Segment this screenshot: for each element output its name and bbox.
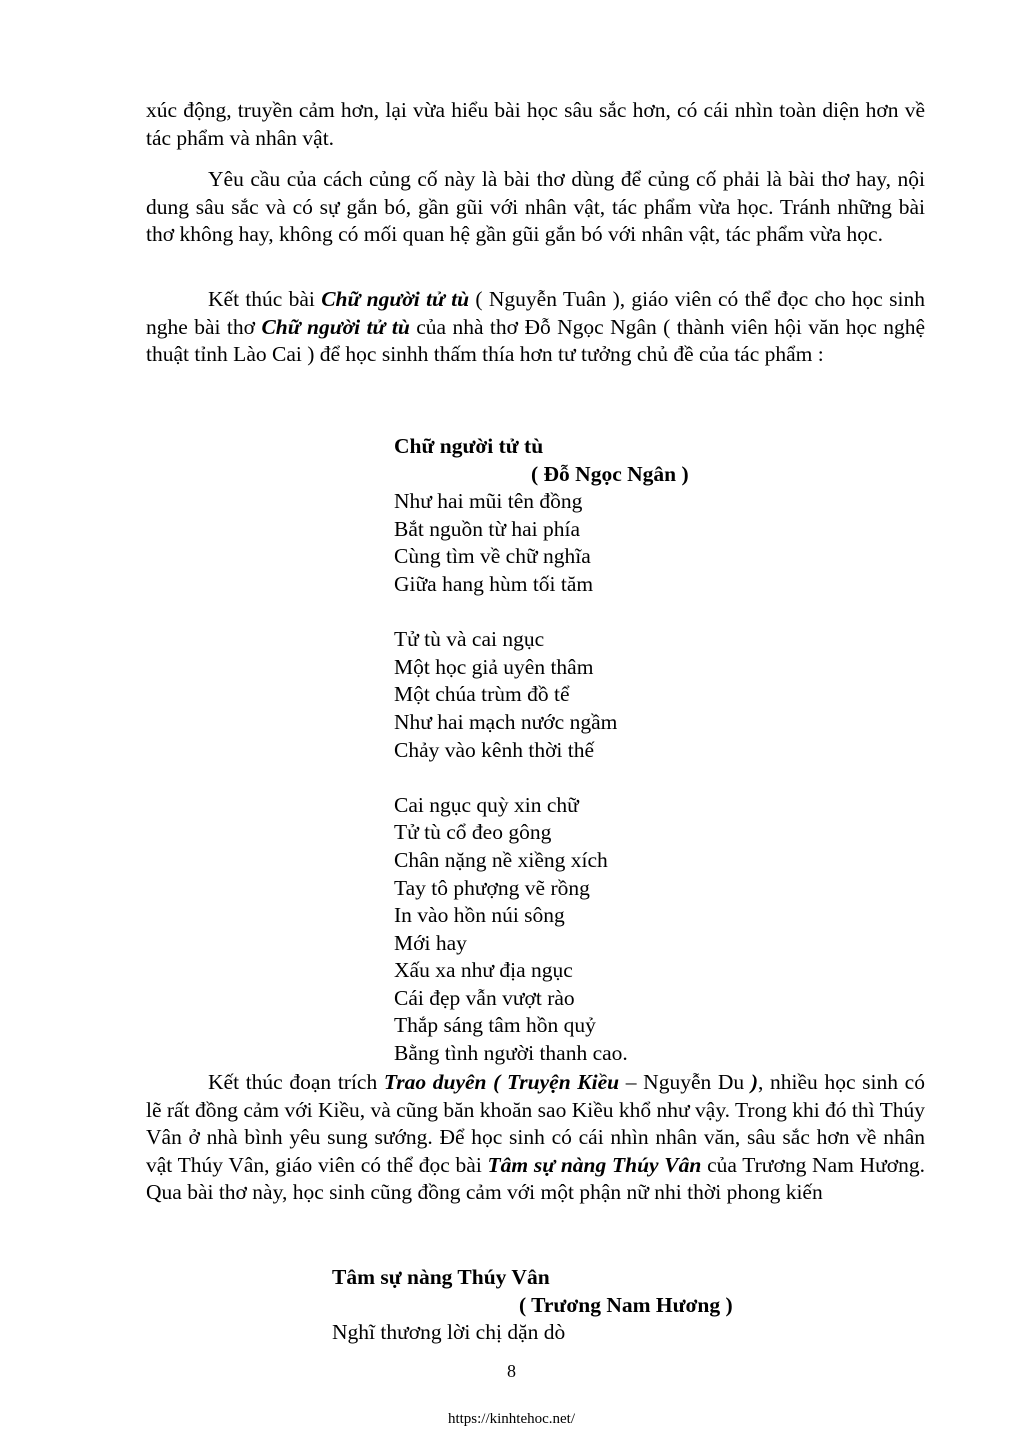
poem-line: Một chúa trùm đồ tể — [394, 682, 570, 707]
poem-line: Như hai mạch nước ngầm — [394, 709, 618, 734]
poem-line: Chảy vào kênh thời thế — [394, 737, 595, 762]
work-title-tam-su-nang-thuy-van: Tâm sự nàng Thúy Vân — [487, 1152, 702, 1177]
work-title-chu-nguoi-tu-tu: Chữ người tử tù — [321, 287, 470, 311]
poem-stanza-3 — [394, 792, 689, 1068]
poem-line: Cái đẹp vẫn vượt rào — [394, 985, 575, 1010]
poem-line: Tử tù và cai ngục — [394, 627, 545, 652]
paragraph-2 — [146, 166, 925, 249]
paragraph-3-text-a: Kết thúc bài — [208, 287, 322, 311]
paragraph-4 — [146, 1069, 925, 1207]
paragraph-1 — [146, 97, 925, 152]
poem-line: Xấu xa như địa ngục — [394, 958, 573, 983]
poem-title: Chữ người tử tù — [394, 434, 544, 458]
poem-author: ( Trương Nam Hương ) — [519, 1292, 733, 1317]
poem-line: In vào hồn núi sông — [394, 903, 565, 928]
work-title-trao-duyen: Trao duyên ( Truyện Kiều — [383, 1070, 620, 1094]
paragraph-4-text-c: – Nguyễn Du — [619, 1070, 751, 1094]
paragraph-4-text-a: Kết thúc đoạn trích — [208, 1070, 384, 1094]
paragraph-4-text-g: của Trương Nam Hương. Qua bài thơ này, học sinh cũng đồng cảm với một phận nữ nhi thời phong kiến — [146, 1152, 925, 1204]
poem-line: Nghĩ thương lời chị dặn dò — [332, 1320, 566, 1345]
stanza-gap — [394, 764, 689, 792]
poem-stanza-1 — [394, 488, 689, 598]
footer-url[interactable]: https://kinhtehoc.net/ — [447, 1411, 576, 1427]
poem-line: Tử tù cổ đeo gông — [394, 820, 552, 845]
poem-line: Cai ngục quỳ xin chữ — [394, 792, 579, 817]
poem-line: Thắp sáng tâm hồn quỷ — [394, 1013, 596, 1038]
page-number: 8 — [507, 1361, 516, 1381]
poem-stanza-2 — [394, 626, 689, 764]
poem-line: Giữa hang hùm tối tăm — [394, 571, 594, 596]
paragraph-3-text-c: ( Nguyễn Tuân ), giáo viên có thể đọc cho học sinh nghe bài thơ — [146, 287, 925, 339]
paragraph-3 — [146, 286, 925, 369]
poem-line: Bằng tình người thanh cao. — [394, 1041, 628, 1066]
paragraph-1-text: xúc động, truyền cảm hơn, lại vừa hiểu bài học sâu sắc hơn, có cái nhìn toàn diện hơn về tác phẩm và nhân vật. — [146, 98, 925, 150]
stanza-gap — [394, 599, 689, 627]
paragraph-4-paren: ) — [750, 1070, 759, 1094]
paragraph-2-text: Yêu cầu của cách củng cố này là bài thơ dùng để củng cố phải là bài thơ hay, nội dung sâu sắc và có sự gắn bó, gần gũi với nhân vật, tác phẩm vừa học. Tránh những bài thơ không hay, không có mối quan hệ gần gũi gắn bó với nhân vật, tác phẩm vừa học. — [146, 167, 925, 246]
poem-tam-su-nang-thuy-van — [332, 1264, 733, 1347]
poem-line: Chân nặng nề xiềng xích — [394, 847, 608, 872]
paragraph-4-text-e: , nhiều học sinh có lẽ rất đồng cảm với Kiều, và cũng băn khoăn sao Kiều khổ như vậy. Trong khi đó thì Thúy Vân ở nhà bình yêu sung sướng. Để học sinh có cái nhìn nhân văn, sâu sắc hơn về nhân vật Thúy Vân, giáo viên có thể đọc bài — [146, 1070, 925, 1177]
poem-title-reference: Chữ người tử tù — [261, 314, 410, 339]
poem-chu-nguoi-tu-tu — [394, 433, 689, 1068]
poem-line: Như hai mũi tên đồng — [394, 489, 583, 514]
paragraph-3-text-e: của nhà thơ Đỗ Ngọc Ngân ( thành viên hội văn học nghệ thuật tỉnh Lào Cai ) để học sinhh thấm thía hơn tư tưởng chủ đề của tác phẩm : — [146, 314, 925, 366]
poem-line: Bắt nguồn từ hai phía — [394, 516, 581, 541]
poem-title: Tâm sự nàng Thúy Vân — [332, 1265, 550, 1289]
poem-line: Tay tô phượng vẽ rồng — [394, 875, 590, 900]
poem-line: Một học giả uyên thâm — [394, 654, 594, 679]
poem-author: ( Đỗ Ngọc Ngân ) — [531, 461, 689, 486]
poem-line: Mới hay — [394, 930, 467, 955]
poem-line: Cùng tìm về chữ nghĩa — [394, 544, 591, 569]
